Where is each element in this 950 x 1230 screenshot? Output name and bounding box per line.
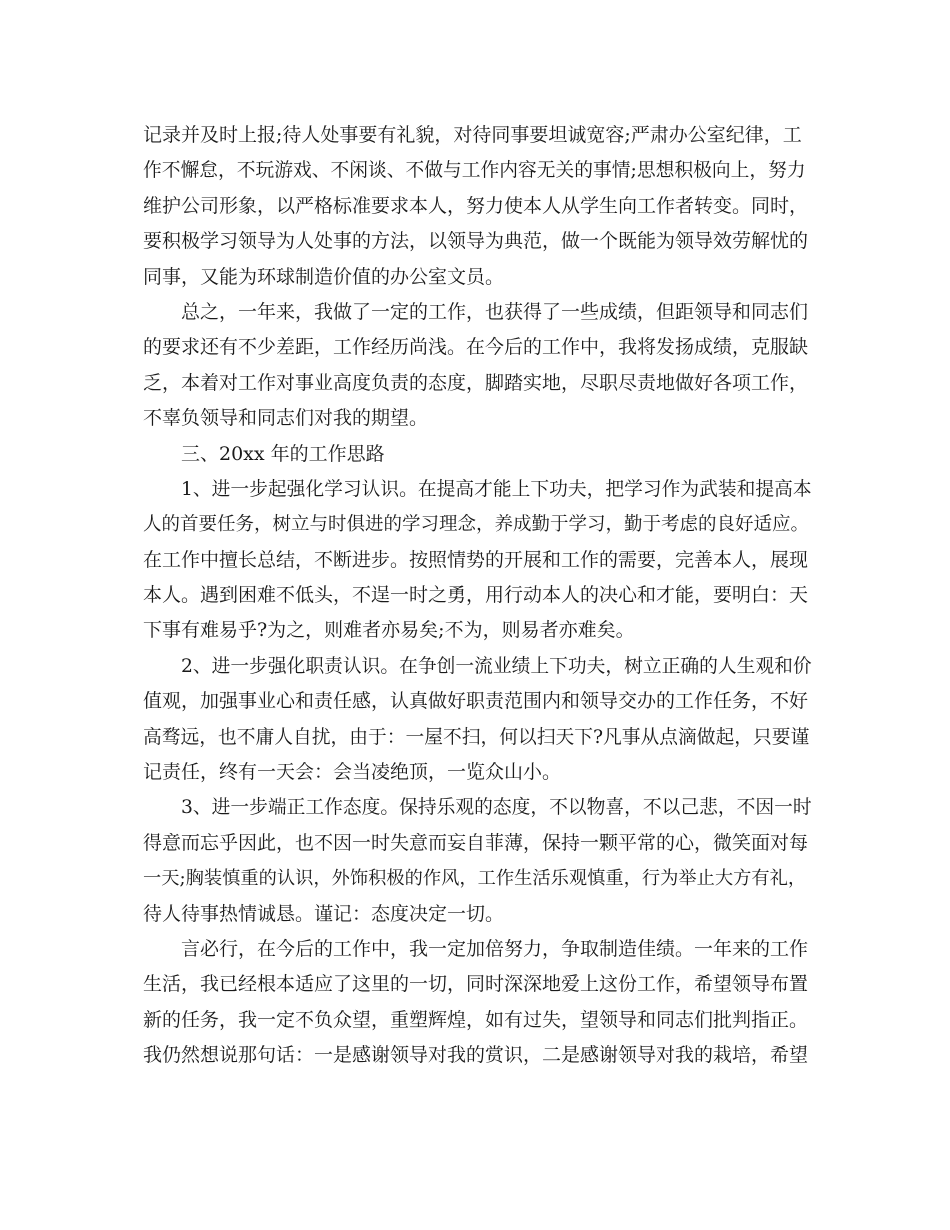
text-line: 生活，我已经根本适应了这里的一切，同时深深地爱上这份工作，希望领导布置	[143, 973, 809, 996]
text-line: 三、20xx 年的工作思路	[181, 442, 385, 465]
text-line: 新的任务，我一定不负众望，重塑辉煌，如有过失，望领导和同志们批判指正。	[143, 1008, 809, 1031]
text-line: 作不懈怠，不玩游戏、不闲谈、不做与工作内容无关的事情;思想积极向上，努力	[143, 160, 806, 182]
text-line: 不辜负领导和同志们对我的期望。	[143, 407, 429, 430]
text-line: 记责任，终有一天会：会当凌绝顶，一览众山小。	[143, 761, 562, 784]
text-line: 的要求还有不少差距，工作经历尚浅。在今后的工作中，我将发扬成绩，克服缺	[143, 336, 809, 359]
text-line: 得意而忘乎因此，也不因一时失意而妄自菲薄，保持一颗平常的心，微笑面对每	[143, 831, 809, 854]
text-line: 记录并及时上报;待人处事要有礼貌，对待同事要坦诚宽容;严肃办公室纪律，工	[143, 124, 802, 146]
text-line: 本人。遇到困难不低头，不逞一时之勇，用行动本人的决心和才能，要明白：天	[143, 584, 809, 607]
text-line: 2、进一步强化职责认识。在争创一流业绩上下功夫，树立正确的人生观和价	[181, 655, 812, 677]
text-line: 乏，本着对工作对事业高度负责的态度，脚踏实地，尽职尽责地做好各项工作，	[143, 371, 809, 394]
text-line: 1、进一步起强化学习认识。在提高才能上下功夫，把学习作为武装和提高本	[181, 478, 812, 500]
text-line: 下事有难易乎?为之，则难者亦易矣;不为，则易者亦难矣。	[143, 619, 635, 642]
document-body	[143, 118, 813, 1074]
text-line: 总之，一年来，我做了一定的工作，也获得了一些成绩，但距领导和同志们	[181, 300, 809, 323]
text-line: 维护公司形象，以严格标准要求本人，努力使本人从学生向工作者转变。同时，	[143, 194, 809, 217]
text-line: 言必行，在今后的工作中，我一定加倍努力，争取制造佳绩。一年来的工作	[181, 937, 809, 960]
text-line: 要积极学习领导为人处事的方法，以领导为典范，做一个既能为领导效劳解忧的	[143, 230, 809, 253]
text-line: 值观，加强事业心和责任感，认真做好职责范围内和领导交办的工作任务，不好	[143, 690, 809, 713]
text-line: 同事，又能为环球制造价值的办公室文员。	[143, 265, 505, 288]
text-line: 我仍然想说那句话：一是感谢领导对我的赏识，二是感谢领导对我的栽培，希望	[143, 1044, 809, 1067]
text-line: 待人待事热情诚恳。谨记：态度决定一切。	[143, 902, 505, 925]
text-line: 人的首要任务，树立与时俱进的学习理念，养成勤于学习，勤于考虑的良好适应。	[143, 514, 810, 536]
text-line: 3、进一步端正工作态度。保持乐观的态度，不以物喜，不以己悲，不因一时	[181, 797, 812, 819]
text-line: 一天;胸装慎重的认识，外饰积极的作风，工作生活乐观慎重，行为举止大方有礼，	[143, 868, 807, 890]
text-line: 高骛远，也不庸人自扰，由于：一屋不扫，何以扫天下?凡事从点滴做起，只要谨	[143, 726, 810, 748]
text-line: 在工作中擅长总结，不断进步。按照情势的开展和工作的需要，完善本人，展现	[143, 548, 809, 571]
